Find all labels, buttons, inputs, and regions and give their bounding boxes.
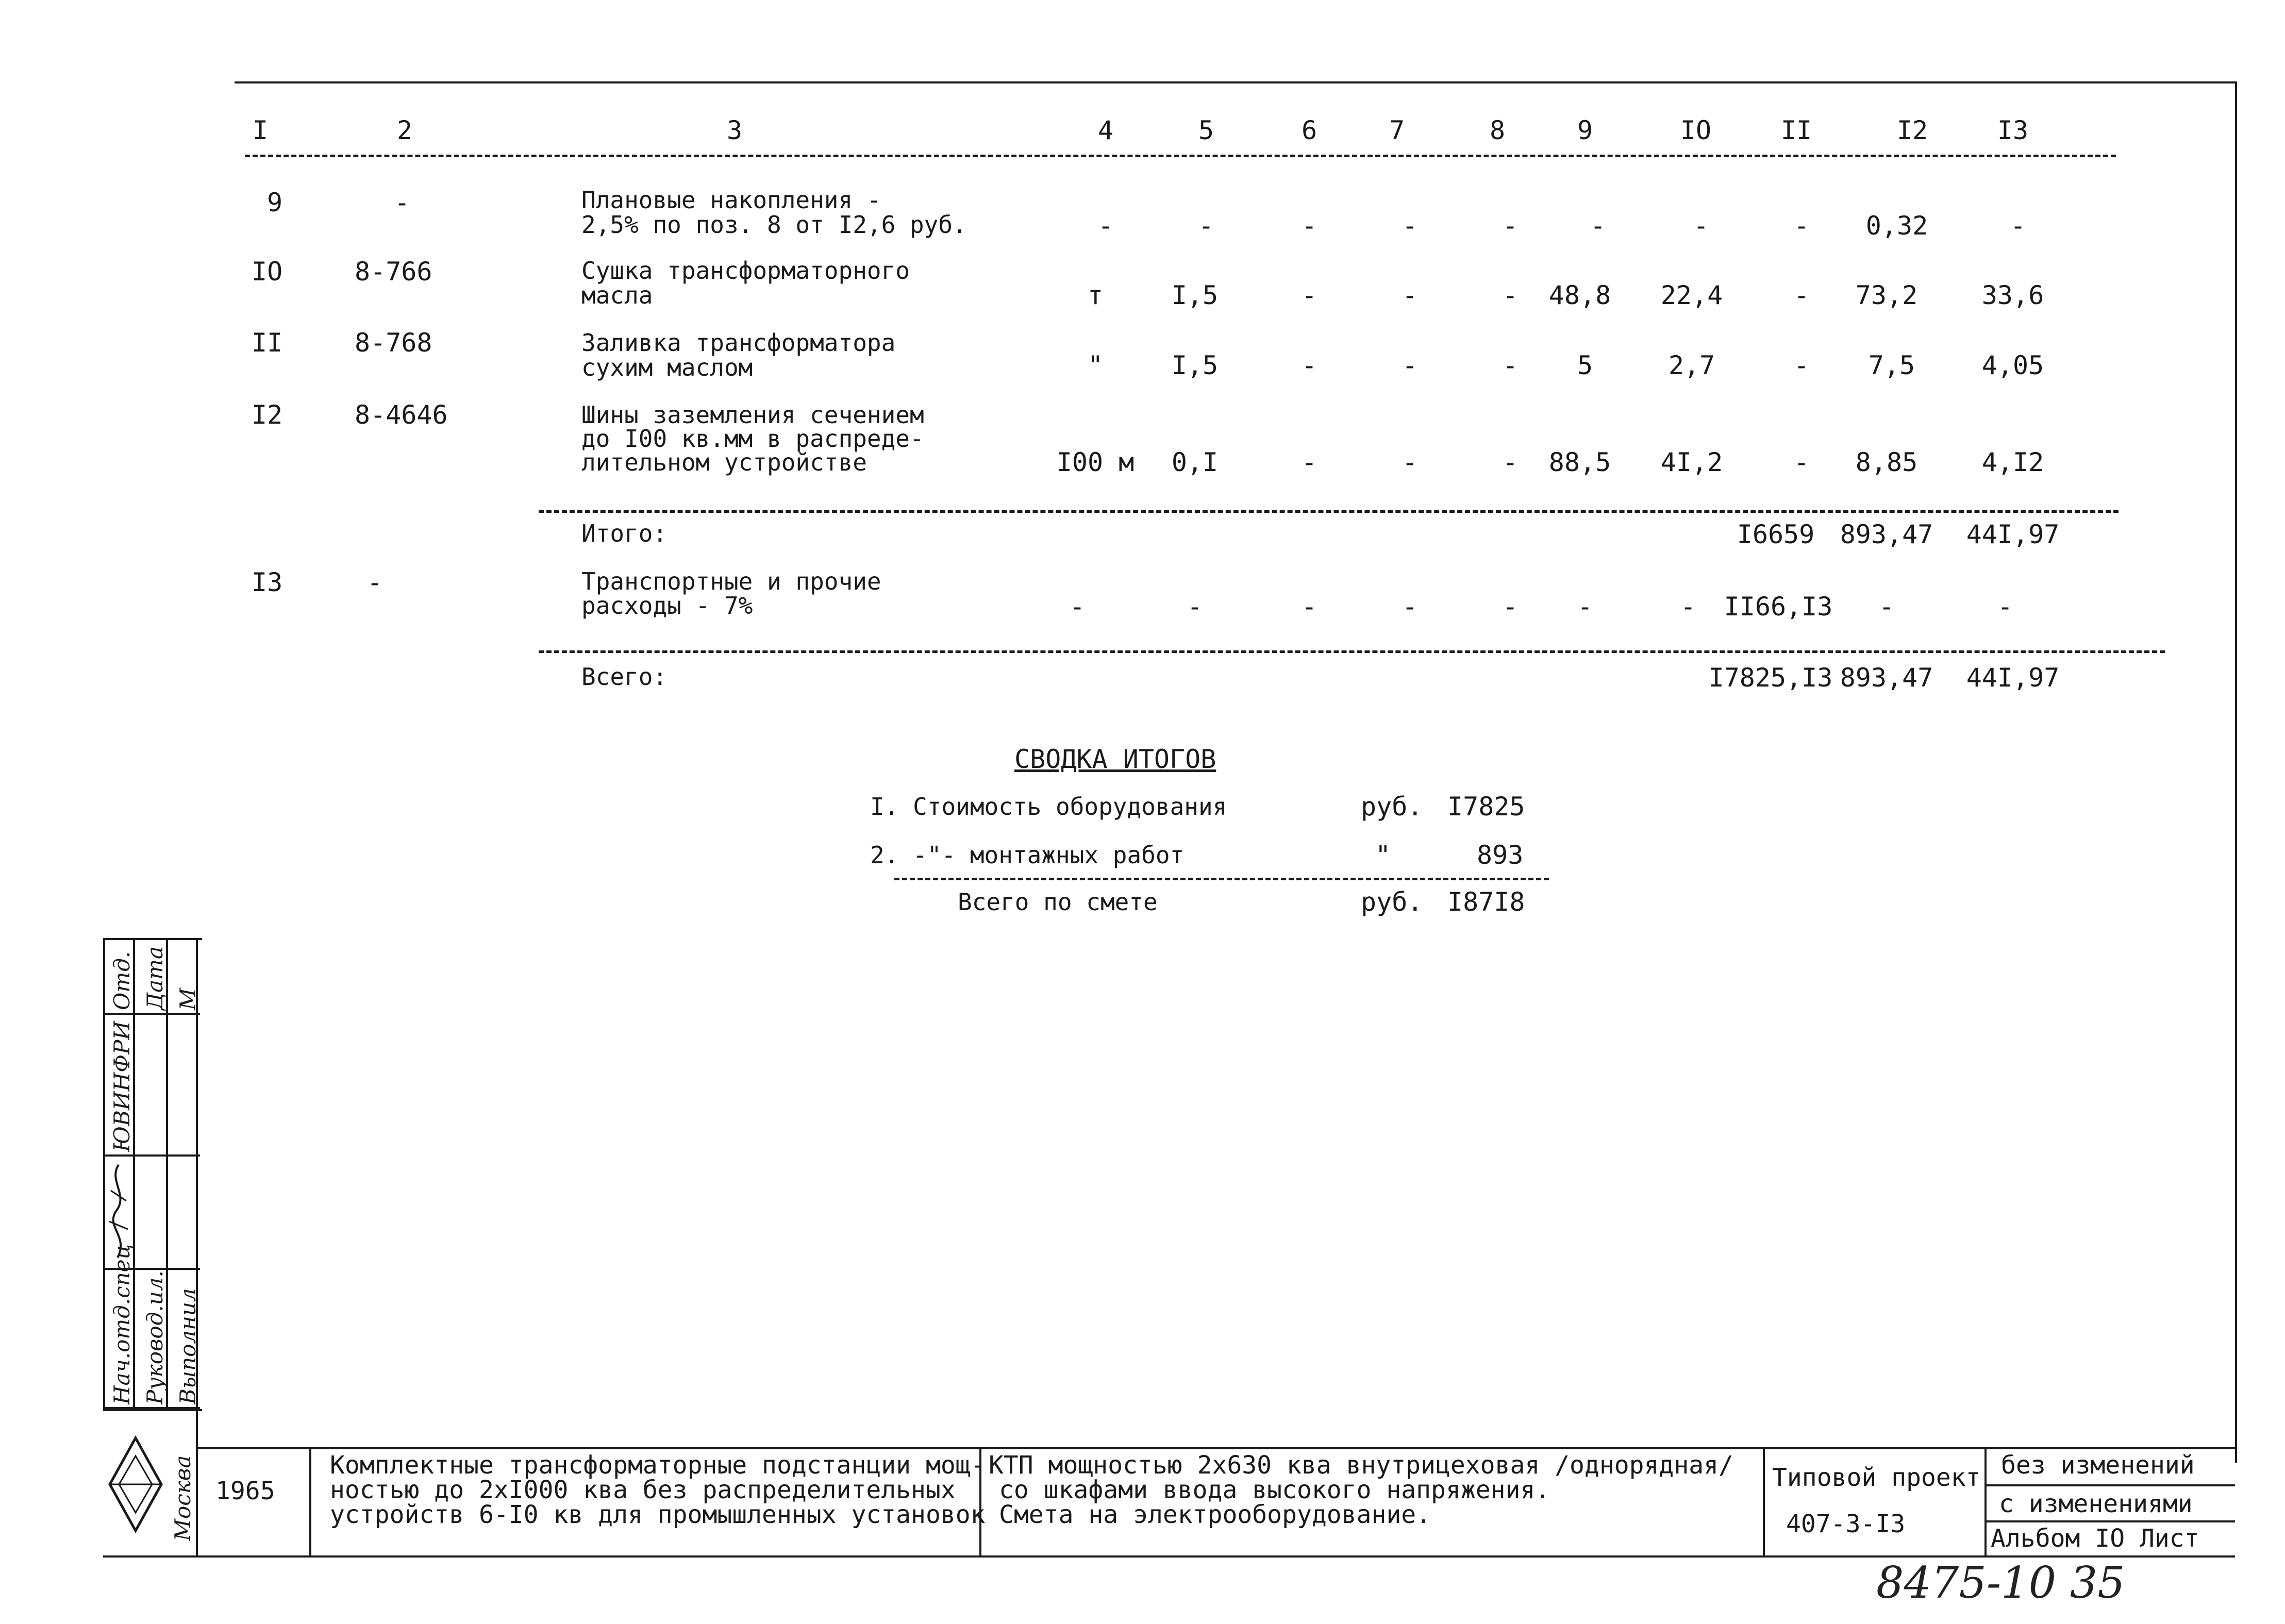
title-description-line: устройств 6-I0 кв для промышленных установок bbox=[330, 1500, 986, 1529]
cell: - bbox=[1793, 211, 1810, 241]
cell: - bbox=[1693, 211, 1709, 241]
side-header: Отд. bbox=[109, 951, 135, 1010]
row-description-line: Плановые накопления - bbox=[581, 186, 881, 214]
cell: - bbox=[1502, 350, 1519, 380]
cell: 0,32 bbox=[1865, 211, 1928, 241]
title-description-line: со шкафами ввода высокого напряжения. bbox=[999, 1476, 1550, 1504]
row-number: I3 bbox=[252, 567, 283, 597]
cell: 4,I2 bbox=[1981, 447, 2044, 477]
cell: 4I,2 bbox=[1660, 447, 1723, 477]
col-header: 8 bbox=[1489, 115, 1506, 145]
cell: I00 м bbox=[1056, 447, 1135, 477]
side-m: М bbox=[175, 987, 201, 1010]
col-header: 7 bbox=[1389, 115, 1405, 145]
side-role: Выполнил bbox=[175, 1288, 201, 1404]
cell: - bbox=[1502, 211, 1519, 241]
cell: 4,05 bbox=[1981, 350, 2044, 380]
cell: - bbox=[1793, 350, 1810, 380]
cell: - bbox=[2010, 211, 2026, 241]
header-separator bbox=[245, 155, 2116, 157]
row-description-line: Транспортные и прочие bbox=[581, 567, 881, 595]
title-year: 1965 bbox=[215, 1477, 275, 1505]
cell: 0,I bbox=[1171, 447, 1219, 477]
cell: - bbox=[1301, 211, 1317, 241]
row-number: I2 bbox=[252, 400, 283, 430]
side-city: Москва bbox=[170, 1455, 195, 1541]
col-header: IO bbox=[1680, 115, 1712, 145]
row-description-line: до I00 кв.мм в распреде- bbox=[581, 425, 924, 453]
summary-total-value: I87I8 bbox=[1447, 887, 1525, 917]
summary-line-label: 2. -"- монтажных работ bbox=[870, 841, 1185, 869]
col-header: 5 bbox=[1198, 115, 1214, 145]
cell: 33,6 bbox=[1981, 280, 2044, 310]
side-org: ЮВИНФРИ bbox=[109, 1021, 135, 1152]
summary-total-unit: руб. bbox=[1361, 887, 1423, 917]
summary-line-value: 893 bbox=[1477, 840, 1524, 870]
col-header: 6 bbox=[1301, 115, 1317, 145]
row-code: - bbox=[367, 567, 383, 597]
cell: - bbox=[1793, 447, 1810, 477]
cell: 2,7 bbox=[1668, 350, 1715, 380]
cell: - bbox=[1301, 447, 1317, 477]
cell: 7,5 bbox=[1868, 350, 1915, 380]
title-description-line: Смета на электрооборудование. bbox=[999, 1500, 1431, 1529]
cell: 5 bbox=[1577, 350, 1593, 380]
project-number: 407-3-I3 bbox=[1786, 1510, 1906, 1538]
cell: - bbox=[1402, 350, 1418, 380]
cell: - bbox=[1878, 592, 1895, 622]
handwritten-sheet-number: 8475-10 35 bbox=[1876, 1558, 2125, 1608]
cell: - bbox=[1680, 592, 1696, 622]
side-role: Нач.отд.спец bbox=[109, 1244, 135, 1404]
cell: 44I,97 bbox=[1966, 520, 2060, 549]
total-label: Всего: bbox=[581, 663, 668, 691]
emblem-icon bbox=[105, 1433, 166, 1536]
top-frame-line bbox=[235, 81, 2237, 83]
cell: - bbox=[1502, 280, 1519, 310]
cell: 48,8 bbox=[1548, 280, 1611, 310]
row-description-line: масла bbox=[581, 281, 653, 309]
row-description-line: 2,5% по поз. 8 от I2,6 руб. bbox=[581, 211, 967, 239]
col-header: 4 bbox=[1097, 115, 1114, 145]
summary-line-value: I7825 bbox=[1447, 792, 1525, 822]
cell: - bbox=[1402, 592, 1418, 622]
row-code: - bbox=[394, 188, 410, 217]
cell: - bbox=[1793, 280, 1810, 310]
cell: - bbox=[1402, 280, 1418, 310]
cell: - bbox=[1502, 592, 1519, 622]
cell: 893,47 bbox=[1840, 663, 1933, 693]
cell: - bbox=[1069, 592, 1086, 622]
row-number: IO bbox=[252, 257, 283, 287]
title-description-line: ностью до 2хI000 ква без распределительных bbox=[330, 1476, 956, 1504]
summary-title: СВОДКА ИТОГОВ bbox=[1014, 744, 1216, 774]
cell: - bbox=[1402, 211, 1418, 241]
cell: - bbox=[1502, 447, 1519, 477]
cell: - bbox=[1097, 211, 1114, 241]
col-header: 3 bbox=[726, 115, 743, 145]
row-code: 8-4646 bbox=[355, 400, 448, 430]
cell: - bbox=[1301, 280, 1317, 310]
summary-line-unit: руб. bbox=[1361, 792, 1423, 822]
row-code: 8-768 bbox=[355, 328, 432, 358]
cell: т bbox=[1087, 280, 1104, 310]
summary-separator bbox=[894, 878, 1549, 880]
total-separator bbox=[539, 650, 2165, 653]
row-description-line: Шины заземления сечением bbox=[581, 401, 924, 429]
cell: 73,2 bbox=[1855, 280, 1918, 310]
subtotal-separator bbox=[539, 510, 2119, 513]
row-number: 9 bbox=[267, 188, 283, 217]
cell: - bbox=[1187, 592, 1203, 622]
project-label: Типовой проект bbox=[1772, 1463, 1981, 1492]
col-header: 9 bbox=[1577, 115, 1593, 145]
cell: 88,5 bbox=[1548, 447, 1611, 477]
cell: - bbox=[1590, 211, 1606, 241]
row-description-line: лительном устройстве bbox=[581, 448, 867, 476]
col-header: I bbox=[252, 115, 269, 145]
side-header: Дата bbox=[142, 946, 168, 1010]
cell: 8,85 bbox=[1855, 447, 1918, 477]
cell: II66,I3 bbox=[1724, 592, 1833, 622]
cell: I,5 bbox=[1171, 280, 1219, 310]
row-description-line: расходы - 7% bbox=[581, 592, 753, 620]
row-description-line: Заливка трансформатора bbox=[581, 329, 896, 357]
cell: - bbox=[1997, 592, 2013, 622]
row-code: 8-766 bbox=[355, 257, 432, 287]
album-sheet: Альбом IO Лист bbox=[1991, 1524, 2199, 1553]
cell: 22,4 bbox=[1660, 280, 1723, 310]
row-description-line: Сушка трансформаторного bbox=[581, 257, 910, 284]
cell: - bbox=[1301, 350, 1317, 380]
col-header: I2 bbox=[1896, 115, 1928, 145]
revision-status: с изменениями bbox=[1999, 1489, 2193, 1518]
right-frame-line bbox=[2235, 81, 2237, 1463]
summary-total-label: Всего по смете bbox=[958, 888, 1158, 916]
cell: - bbox=[1198, 211, 1214, 241]
cell: - bbox=[1577, 592, 1593, 622]
signature-mark bbox=[103, 1160, 133, 1263]
cell: 44I,97 bbox=[1966, 663, 2060, 693]
subtotal-label: Итого: bbox=[581, 520, 668, 547]
col-header: I3 bbox=[1997, 115, 2029, 145]
cell: I6659 bbox=[1737, 520, 1815, 549]
cell: - bbox=[1301, 592, 1317, 622]
col-header: II bbox=[1780, 115, 1812, 145]
row-number: II bbox=[252, 328, 283, 358]
cell: " bbox=[1087, 350, 1104, 380]
title-description-line: Комплектные трансформаторные подстанции мощ- bbox=[330, 1451, 986, 1480]
cell: I,5 bbox=[1171, 350, 1219, 380]
side-role: Руковод.ил. bbox=[142, 1270, 168, 1404]
title-description-line: КТП мощностью 2х630 ква внутрицеховая /однорядная/ bbox=[989, 1451, 1733, 1480]
col-header: 2 bbox=[396, 115, 413, 145]
revision-status: без изменений bbox=[2001, 1451, 2195, 1480]
summary-line-label: I. Стоимость оборудования bbox=[870, 793, 1227, 821]
summary-line-unit: " bbox=[1375, 840, 1391, 870]
cell: 893,47 bbox=[1840, 520, 1933, 549]
row-description-line: сухим маслом bbox=[581, 354, 753, 381]
cell: I7825,I3 bbox=[1708, 663, 1833, 693]
cell: - bbox=[1402, 447, 1418, 477]
